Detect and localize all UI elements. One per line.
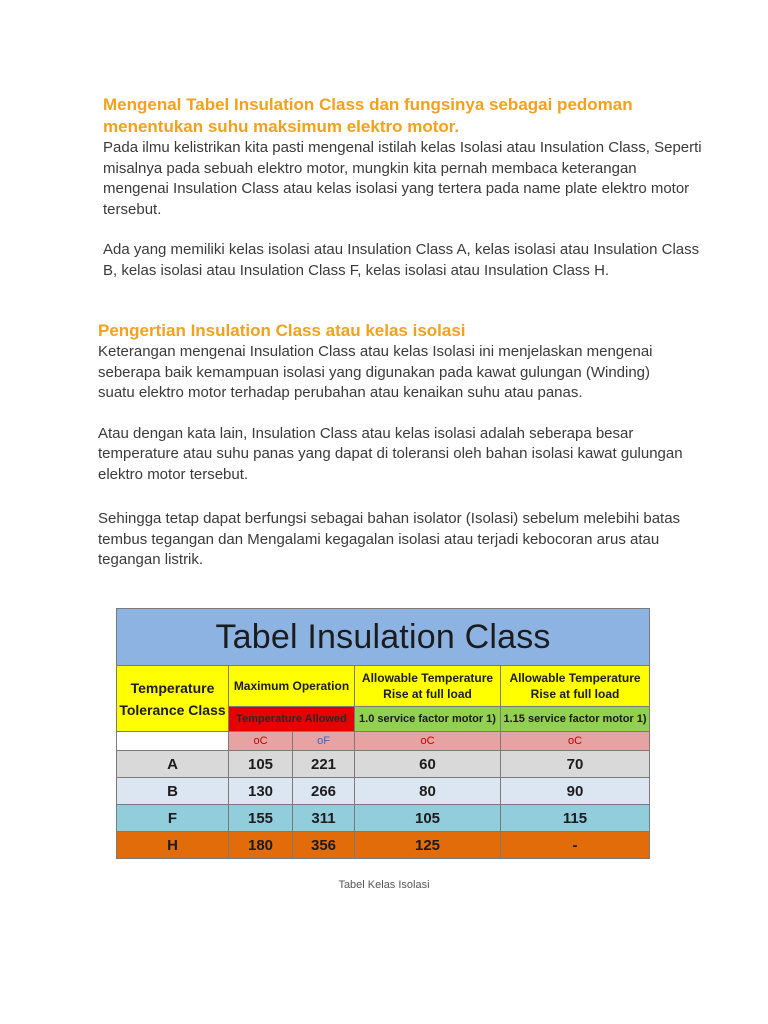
section-definition (98, 320, 688, 571)
article-title: Mengenal Tabel Insulation Class dan fungsinya sebagai pedoman menentukan suhu maksimum elektro motor. (103, 95, 633, 136)
rise-2: 115 (501, 805, 650, 832)
table-caption: Tabel Kelas Isolasi (338, 879, 430, 891)
insulation-class-table-image (116, 608, 649, 871)
max-temp-c: 155 (229, 805, 293, 832)
max-temp-c: 130 (229, 778, 293, 805)
rise-2: - (501, 832, 650, 859)
header-rise-2: Allowable Temperature Rise at full load (501, 666, 650, 707)
subheader-service-factor-115: 1.15 service factor motor 1) (501, 707, 650, 732)
max-temp-c: 105 (229, 751, 293, 778)
definition-paragraph-2: Atau dengan kata lain, Insulation Class atau kelas isolasi adalah seberapa besar temperature atau suhu panas yang dapat di toleransi oleh bahan isolasi kawat gulungan elektro motor tersebut. (98, 424, 683, 483)
rise-2: 70 (501, 751, 650, 778)
class-label: H (117, 832, 229, 859)
rise-1: 105 (355, 805, 501, 832)
rise-1: 60 (355, 751, 501, 778)
class-label: B (117, 778, 229, 805)
max-temp-f: 266 (293, 778, 355, 805)
table-row (117, 805, 650, 832)
unit-celsius: oC (229, 732, 293, 751)
definition-paragraph-3: Sehingga tetap dapat berfungsi sebagai bahan isolator (Isolasi) sebelum melebihi batas tembus tegangan dan Mengalami kegagalan isolasi atau terjadi kebocoran arus atau tegangan listrik. (98, 510, 681, 568)
rise-2: 90 (501, 778, 650, 805)
unit-fahrenheit: oF (293, 732, 355, 751)
subheader-temperature-allowed: Temperature Allowed (229, 707, 355, 732)
unit-blank (117, 732, 229, 751)
table-row (117, 778, 650, 805)
rise-1: 125 (355, 832, 501, 859)
class-label: F (117, 805, 229, 832)
definition-paragraph-1: Keterangan mengenai Insulation Class atau kelas Isolasi ini menjelaskan mengenai seberapa baik kemampuan isolasi yang digunakan pada kawat gulungan (Winding) suatu elektro motor terhadap perubahan atau kenaikan suhu atau panas. (98, 343, 653, 401)
insulation-class-table (116, 608, 650, 859)
max-temp-f: 356 (293, 832, 355, 859)
table-row (117, 832, 650, 859)
class-label: A (117, 751, 229, 778)
table-title: Tabel Insulation Class (117, 609, 650, 666)
intro-paragraph-1: Pada ilmu kelistrikan kita pasti mengenal istilah kelas Isolasi atau Insulation Class, Seperti misalnya pada sebuah elektro motor, mungkin kita pernah membaca keterangan mengenai Insulation Class atau kelas isolasi yang tertera pada name plate elektro motor tersebut. (103, 139, 702, 218)
table-row (117, 751, 650, 778)
unit-celsius-rise2: oC (501, 732, 650, 751)
section-intro (103, 94, 703, 281)
header-temperature-class: Temperature Tolerance Class (117, 666, 229, 732)
max-temp-f: 221 (293, 751, 355, 778)
header-maximum-operation: Maximum Operation (229, 666, 355, 707)
subheader-service-factor-1: 1.0 service factor motor 1) (355, 707, 501, 732)
intro-paragraph-2: Ada yang memiliki kelas isolasi atau Insulation Class A, kelas isolasi atau Insulation Class B, kelas isolasi atau Insulation Class F, kelas isolasi atau Insulation Class H. (103, 241, 700, 279)
unit-celsius-rise1: oC (355, 732, 501, 751)
max-temp-c: 180 (229, 832, 293, 859)
max-temp-f: 311 (293, 805, 355, 832)
rise-1: 80 (355, 778, 501, 805)
section-heading: Pengertian Insulation Class atau kelas isolasi (98, 321, 466, 340)
header-rise-1: Allowable Temperature Rise at full load (355, 666, 501, 707)
